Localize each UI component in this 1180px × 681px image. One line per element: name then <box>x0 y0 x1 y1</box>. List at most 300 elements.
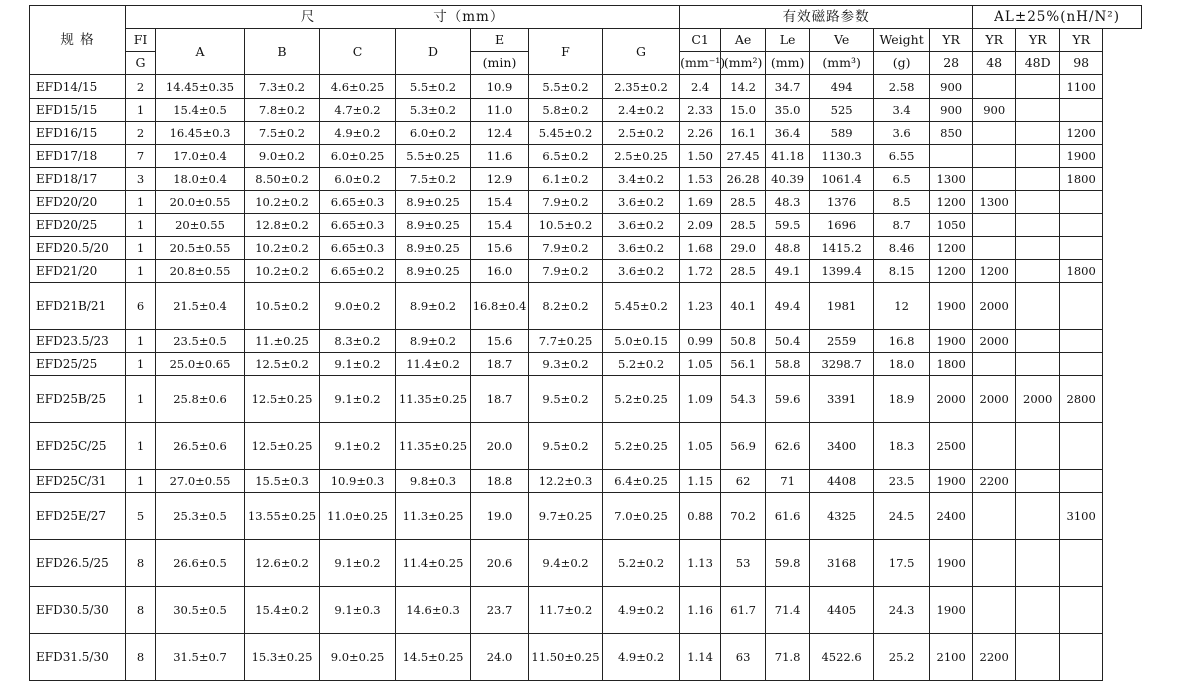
cell-c1: 1.50 <box>680 145 721 168</box>
cell-ve: 4408 <box>810 470 874 493</box>
cell-c: 4.6±0.25 <box>320 75 396 99</box>
cell-name: EFD25B/25 <box>30 376 126 423</box>
cell-e: 15.4 <box>471 191 529 214</box>
cell-name: EFD21/20 <box>30 260 126 283</box>
cell-c1: 1.15 <box>680 470 721 493</box>
cell-g: 5.2±0.2 <box>603 353 680 376</box>
spec-header: 规 格 <box>30 6 126 75</box>
cell-ve: 1061.4 <box>810 168 874 191</box>
col-sub-yr48d: 48D <box>1016 52 1060 75</box>
cell-fig: 8 <box>126 634 156 681</box>
cell-d: 5.5±0.2 <box>396 75 471 99</box>
col-header-yr28: YR <box>930 29 973 52</box>
cell-w: 3.6 <box>874 122 930 145</box>
cell-g: 2.4±0.2 <box>603 99 680 122</box>
cell-c1: 2.09 <box>680 214 721 237</box>
cell-c: 9.0±0.2 <box>320 283 396 330</box>
cell-fig: 5 <box>126 493 156 540</box>
cell-yr98: 1100 <box>1060 75 1103 99</box>
cell-f: 7.7±0.25 <box>529 330 603 353</box>
cell-yr48 <box>973 540 1016 587</box>
al-group-header: AL±25%(nH/N²) <box>973 6 1142 29</box>
cell-b: 7.3±0.2 <box>245 75 320 99</box>
table-row <box>30 540 1142 587</box>
cell-yr28: 2000 <box>930 376 973 423</box>
table-row <box>30 168 1142 191</box>
cell-c1: 1.05 <box>680 353 721 376</box>
cell-le: 71.4 <box>766 587 810 634</box>
cell-ve: 4405 <box>810 587 874 634</box>
cell-f: 9.3±0.2 <box>529 353 603 376</box>
cell-yr28: 1900 <box>930 330 973 353</box>
cell-fig: 1 <box>126 376 156 423</box>
cell-name: EFD14/15 <box>30 75 126 99</box>
cell-f: 11.50±0.25 <box>529 634 603 681</box>
cell-f: 6.5±0.2 <box>529 145 603 168</box>
cell-e: 11.6 <box>471 145 529 168</box>
cell-c1: 2.4 <box>680 75 721 99</box>
cell-f: 5.45±0.2 <box>529 122 603 145</box>
cell-c1: 1.23 <box>680 283 721 330</box>
cell-yr28: 1800 <box>930 353 973 376</box>
cell-yr98 <box>1060 540 1103 587</box>
cell-e: 16.8±0.4 <box>471 283 529 330</box>
cell-e: 15.6 <box>471 330 529 353</box>
cell-c1: 1.09 <box>680 376 721 423</box>
cell-c1: 1.13 <box>680 540 721 587</box>
cell-yr98 <box>1060 587 1103 634</box>
cell-f: 10.5±0.2 <box>529 214 603 237</box>
cell-le: 35.0 <box>766 99 810 122</box>
cell-e: 20.0 <box>471 423 529 470</box>
cell-c1: 2.33 <box>680 99 721 122</box>
cell-w: 18.0 <box>874 353 930 376</box>
cell-fig: 1 <box>126 99 156 122</box>
cell-le: 50.4 <box>766 330 810 353</box>
cell-a: 16.45±0.3 <box>156 122 245 145</box>
cell-e: 20.6 <box>471 540 529 587</box>
cell-yr48d <box>1016 122 1060 145</box>
cell-yr48d <box>1016 634 1060 681</box>
cell-b: 7.8±0.2 <box>245 99 320 122</box>
cell-d: 9.8±0.3 <box>396 470 471 493</box>
cell-le: 48.8 <box>766 237 810 260</box>
cell-a: 20±0.55 <box>156 214 245 237</box>
cell-le: 40.39 <box>766 168 810 191</box>
cell-yr48d <box>1016 540 1060 587</box>
col-sub-yr48: 48 <box>973 52 1016 75</box>
cell-yr98: 2800 <box>1060 376 1103 423</box>
cell-yr48 <box>973 145 1016 168</box>
cell-b: 15.4±0.2 <box>245 587 320 634</box>
cell-yr48: 900 <box>973 99 1016 122</box>
cell-ve: 4325 <box>810 493 874 540</box>
cell-yr98 <box>1060 99 1103 122</box>
col-header-ae: Ae <box>721 29 766 52</box>
cell-yr98: 1900 <box>1060 145 1103 168</box>
col-header-weight: Weight <box>874 29 930 52</box>
cell-yr98 <box>1060 634 1103 681</box>
cell-ve: 1399.4 <box>810 260 874 283</box>
cell-d: 11.4±0.25 <box>396 540 471 587</box>
cell-name: EFD26.5/25 <box>30 540 126 587</box>
cell-name: EFD25/25 <box>30 353 126 376</box>
cell-ae: 50.8 <box>721 330 766 353</box>
cell-a: 25.3±0.5 <box>156 493 245 540</box>
cell-b: 10.2±0.2 <box>245 237 320 260</box>
cell-f: 9.5±0.2 <box>529 423 603 470</box>
cell-e: 18.8 <box>471 470 529 493</box>
table-row <box>30 191 1142 214</box>
col-sub-yr98: 98 <box>1060 52 1103 75</box>
cell-ve: 3298.7 <box>810 353 874 376</box>
cell-w: 8.5 <box>874 191 930 214</box>
table-row <box>30 423 1142 470</box>
cell-yr48 <box>973 587 1016 634</box>
cell-d: 11.4±0.2 <box>396 353 471 376</box>
cell-c: 6.0±0.2 <box>320 168 396 191</box>
cell-le: 71 <box>766 470 810 493</box>
cell-fig: 1 <box>126 353 156 376</box>
cell-le: 59.8 <box>766 540 810 587</box>
cell-a: 26.5±0.6 <box>156 423 245 470</box>
cell-fig: 2 <box>126 75 156 99</box>
cell-ae: 27.45 <box>721 145 766 168</box>
cell-ve: 1376 <box>810 191 874 214</box>
cell-fig: 7 <box>126 145 156 168</box>
cell-g: 3.6±0.2 <box>603 237 680 260</box>
cell-a: 30.5±0.5 <box>156 587 245 634</box>
cell-f: 12.2±0.3 <box>529 470 603 493</box>
cell-f: 7.9±0.2 <box>529 260 603 283</box>
cell-d: 8.9±0.25 <box>396 214 471 237</box>
cell-d: 8.9±0.25 <box>396 191 471 214</box>
cell-g: 2.5±0.25 <box>603 145 680 168</box>
cell-e: 12.9 <box>471 168 529 191</box>
cell-yr98: 3100 <box>1060 493 1103 540</box>
cell-le: 59.6 <box>766 376 810 423</box>
cell-yr48d <box>1016 214 1060 237</box>
cell-w: 18.3 <box>874 423 930 470</box>
cell-c: 9.1±0.2 <box>320 376 396 423</box>
cell-yr28: 900 <box>930 99 973 122</box>
cell-yr28: 900 <box>930 75 973 99</box>
table-row <box>30 75 1142 99</box>
cell-c: 9.1±0.3 <box>320 587 396 634</box>
cell-w: 16.8 <box>874 330 930 353</box>
cell-yr48d: 2000 <box>1016 376 1060 423</box>
cell-yr48: 2200 <box>973 470 1016 493</box>
cell-c: 11.0±0.25 <box>320 493 396 540</box>
cell-le: 49.1 <box>766 260 810 283</box>
cell-ve: 589 <box>810 122 874 145</box>
cell-b: 10.2±0.2 <box>245 260 320 283</box>
cell-d: 11.35±0.25 <box>396 376 471 423</box>
cell-d: 11.35±0.25 <box>396 423 471 470</box>
cell-fig: 6 <box>126 283 156 330</box>
cell-le: 34.7 <box>766 75 810 99</box>
col-header-b: B <box>245 29 320 75</box>
col-unit-c1: (mm⁻¹) <box>680 52 721 75</box>
cell-yr28: 2500 <box>930 423 973 470</box>
cell-w: 3.4 <box>874 99 930 122</box>
cell-w: 6.5 <box>874 168 930 191</box>
cell-b: 12.6±0.2 <box>245 540 320 587</box>
cell-c1: 2.26 <box>680 122 721 145</box>
cell-ae: 56.1 <box>721 353 766 376</box>
cell-yr48d <box>1016 470 1060 493</box>
cell-le: 48.3 <box>766 191 810 214</box>
table-row <box>30 330 1142 353</box>
cell-g: 5.0±0.15 <box>603 330 680 353</box>
cell-fig: 8 <box>126 540 156 587</box>
fig-header-bottom: G <box>126 52 156 75</box>
cell-f: 5.5±0.2 <box>529 75 603 99</box>
cell-fig: 1 <box>126 191 156 214</box>
cell-ae: 15.0 <box>721 99 766 122</box>
cell-name: EFD18/17 <box>30 168 126 191</box>
cell-f: 9.4±0.2 <box>529 540 603 587</box>
cell-b: 10.2±0.2 <box>245 191 320 214</box>
table-row <box>30 634 1142 681</box>
cell-a: 20.8±0.55 <box>156 260 245 283</box>
cell-d: 7.5±0.2 <box>396 168 471 191</box>
table-row <box>30 587 1142 634</box>
cell-yr98 <box>1060 237 1103 260</box>
cell-g: 7.0±0.25 <box>603 493 680 540</box>
cell-w: 2.58 <box>874 75 930 99</box>
cell-d: 14.6±0.3 <box>396 587 471 634</box>
cell-d: 8.9±0.25 <box>396 260 471 283</box>
col-unit-e: (min) <box>471 52 529 75</box>
cell-w: 6.55 <box>874 145 930 168</box>
cell-le: 59.5 <box>766 214 810 237</box>
cell-d: 8.9±0.2 <box>396 330 471 353</box>
cell-name: EFD25C/31 <box>30 470 126 493</box>
cell-yr28: 1900 <box>930 587 973 634</box>
cell-yr98 <box>1060 214 1103 237</box>
cell-yr48 <box>973 237 1016 260</box>
cell-e: 19.0 <box>471 493 529 540</box>
cell-yr48d <box>1016 75 1060 99</box>
cell-yr48 <box>973 493 1016 540</box>
cell-yr28: 1200 <box>930 237 973 260</box>
cell-name: EFD25E/27 <box>30 493 126 540</box>
cell-f: 5.8±0.2 <box>529 99 603 122</box>
cell-d: 5.5±0.25 <box>396 145 471 168</box>
cell-a: 14.45±0.35 <box>156 75 245 99</box>
col-unit-le: (mm) <box>766 52 810 75</box>
cell-e: 18.7 <box>471 376 529 423</box>
cell-ve: 3400 <box>810 423 874 470</box>
cell-b: 7.5±0.2 <box>245 122 320 145</box>
cell-g: 4.9±0.2 <box>603 634 680 681</box>
table-row <box>30 353 1142 376</box>
cell-g: 3.6±0.2 <box>603 191 680 214</box>
col-header-a: A <box>156 29 245 75</box>
cell-w: 23.5 <box>874 470 930 493</box>
cell-b: 15.3±0.25 <box>245 634 320 681</box>
cell-g: 5.2±0.2 <box>603 540 680 587</box>
cell-c1: 1.14 <box>680 634 721 681</box>
cell-e: 15.6 <box>471 237 529 260</box>
cell-c: 6.65±0.3 <box>320 214 396 237</box>
cell-d: 8.9±0.2 <box>396 283 471 330</box>
cell-ae: 54.3 <box>721 376 766 423</box>
cell-c: 9.0±0.25 <box>320 634 396 681</box>
col-header-c: C <box>320 29 396 75</box>
cell-name: EFD25C/25 <box>30 423 126 470</box>
size-group-header: 尺 寸（mm） <box>126 6 680 29</box>
cell-fig: 8 <box>126 587 156 634</box>
cell-yr48: 1200 <box>973 260 1016 283</box>
cell-yr48: 2200 <box>973 634 1016 681</box>
cell-le: 49.4 <box>766 283 810 330</box>
cell-yr98: 1800 <box>1060 168 1103 191</box>
cell-g: 5.2±0.25 <box>603 423 680 470</box>
cell-d: 11.3±0.25 <box>396 493 471 540</box>
cell-b: 8.50±0.2 <box>245 168 320 191</box>
cell-d: 8.9±0.25 <box>396 237 471 260</box>
cell-ae: 26.28 <box>721 168 766 191</box>
cell-f: 8.2±0.2 <box>529 283 603 330</box>
cell-c: 8.3±0.2 <box>320 330 396 353</box>
cell-f: 7.9±0.2 <box>529 191 603 214</box>
cell-yr28: 1900 <box>930 283 973 330</box>
cell-b: 12.5±0.2 <box>245 353 320 376</box>
table-row <box>30 99 1142 122</box>
cell-e: 11.0 <box>471 99 529 122</box>
table-row <box>30 145 1142 168</box>
cell-yr28: 2100 <box>930 634 973 681</box>
cell-yr28: 1900 <box>930 540 973 587</box>
cell-c: 6.65±0.2 <box>320 260 396 283</box>
cell-fig: 1 <box>126 470 156 493</box>
cell-yr48d <box>1016 99 1060 122</box>
col-header-le: Le <box>766 29 810 52</box>
cell-yr48 <box>973 214 1016 237</box>
cell-fig: 1 <box>126 423 156 470</box>
cell-yr48d <box>1016 493 1060 540</box>
cell-w: 8.7 <box>874 214 930 237</box>
cell-yr48 <box>973 75 1016 99</box>
cell-name: EFD20/25 <box>30 214 126 237</box>
fig-header-top: FI <box>126 29 156 52</box>
cell-ve: 1981 <box>810 283 874 330</box>
col-header-ve: Ve <box>810 29 874 52</box>
cell-name: EFD30.5/30 <box>30 587 126 634</box>
cell-name: EFD23.5/23 <box>30 330 126 353</box>
cell-b: 13.55±0.25 <box>245 493 320 540</box>
cell-yr48d <box>1016 587 1060 634</box>
cell-g: 3.4±0.2 <box>603 168 680 191</box>
cell-c: 9.1±0.2 <box>320 423 396 470</box>
cell-yr28 <box>930 145 973 168</box>
cell-fig: 1 <box>126 330 156 353</box>
cell-le: 36.4 <box>766 122 810 145</box>
cell-yr98 <box>1060 423 1103 470</box>
cell-yr28: 1200 <box>930 191 973 214</box>
magnetic-params-group-header: 有效磁路参数 <box>680 6 973 29</box>
cell-c1: 1.68 <box>680 237 721 260</box>
cell-fig: 1 <box>126 237 156 260</box>
col-header-g: G <box>603 29 680 75</box>
cell-yr98: 1800 <box>1060 260 1103 283</box>
cell-e: 23.7 <box>471 587 529 634</box>
cell-ve: 1696 <box>810 214 874 237</box>
cell-fig: 2 <box>126 122 156 145</box>
cell-g: 4.9±0.2 <box>603 587 680 634</box>
cell-f: 11.7±0.2 <box>529 587 603 634</box>
cell-yr48d <box>1016 423 1060 470</box>
cell-yr98 <box>1060 470 1103 493</box>
cell-c: 9.1±0.2 <box>320 540 396 587</box>
cell-a: 31.5±0.7 <box>156 634 245 681</box>
cell-c: 6.65±0.3 <box>320 191 396 214</box>
table-row <box>30 376 1142 423</box>
cell-a: 25.0±0.65 <box>156 353 245 376</box>
cell-yr48d <box>1016 353 1060 376</box>
cell-ve: 4522.6 <box>810 634 874 681</box>
cell-yr48 <box>973 423 1016 470</box>
cell-f: 7.9±0.2 <box>529 237 603 260</box>
col-unit-ve: (mm³) <box>810 52 874 75</box>
efd-core-spec-table <box>29 5 1142 681</box>
cell-e: 15.4 <box>471 214 529 237</box>
cell-d: 14.5±0.25 <box>396 634 471 681</box>
cell-b: 12.5±0.25 <box>245 423 320 470</box>
col-header-yr48d: YR <box>1016 29 1060 52</box>
cell-c: 9.1±0.2 <box>320 353 396 376</box>
cell-yr28: 1300 <box>930 168 973 191</box>
cell-fig: 1 <box>126 214 156 237</box>
cell-g: 3.6±0.2 <box>603 214 680 237</box>
cell-name: EFD31.5/30 <box>30 634 126 681</box>
cell-yr98 <box>1060 330 1103 353</box>
cell-a: 20.0±0.55 <box>156 191 245 214</box>
cell-e: 24.0 <box>471 634 529 681</box>
table-body <box>30 75 1142 681</box>
cell-g: 5.45±0.2 <box>603 283 680 330</box>
cell-w: 8.46 <box>874 237 930 260</box>
cell-yr48d <box>1016 237 1060 260</box>
cell-yr48d <box>1016 283 1060 330</box>
cell-e: 10.9 <box>471 75 529 99</box>
col-header-d: D <box>396 29 471 75</box>
table-row <box>30 260 1142 283</box>
cell-e: 16.0 <box>471 260 529 283</box>
cell-yr48d <box>1016 191 1060 214</box>
cell-c1: 1.72 <box>680 260 721 283</box>
cell-ve: 1415.2 <box>810 237 874 260</box>
cell-yr48d <box>1016 330 1060 353</box>
cell-ae: 53 <box>721 540 766 587</box>
cell-d: 6.0±0.2 <box>396 122 471 145</box>
cell-ae: 14.2 <box>721 75 766 99</box>
cell-a: 26.6±0.5 <box>156 540 245 587</box>
cell-c1: 1.53 <box>680 168 721 191</box>
cell-name: EFD21B/21 <box>30 283 126 330</box>
cell-c1: 1.69 <box>680 191 721 214</box>
cell-name: EFD16/15 <box>30 122 126 145</box>
cell-a: 18.0±0.4 <box>156 168 245 191</box>
cell-c: 6.65±0.3 <box>320 237 396 260</box>
cell-ae: 62 <box>721 470 766 493</box>
cell-yr28: 2400 <box>930 493 973 540</box>
cell-yr48d <box>1016 168 1060 191</box>
table-row <box>30 493 1142 540</box>
cell-f: 9.5±0.2 <box>529 376 603 423</box>
